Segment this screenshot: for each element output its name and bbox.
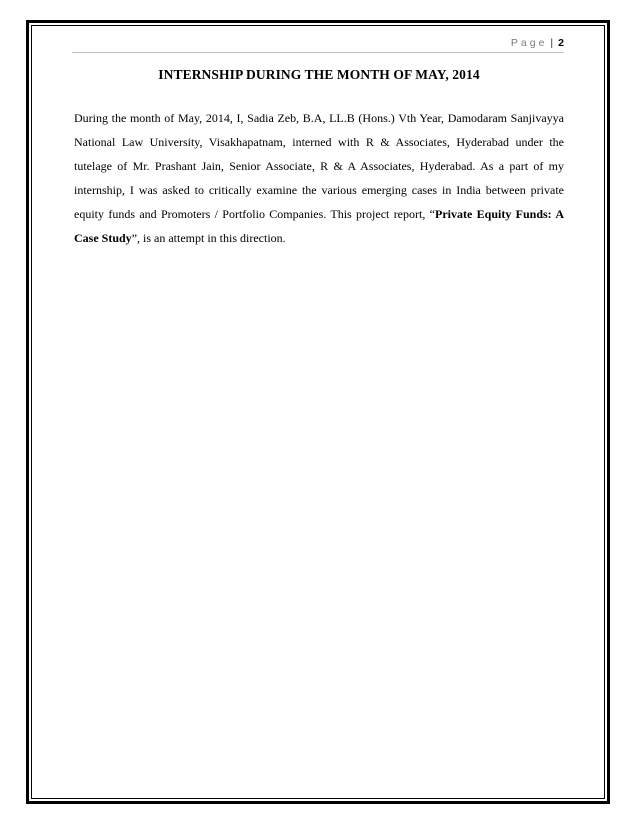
paragraph-text-end: ”, is an attempt in this direction. xyxy=(131,231,286,245)
paragraph-text-start: During the month of May, 2014, I, Sadia Zeb, B.A, LL.B (Hons.) Vth Year, Damodaram Sanjivayya National Law University, Visakhapatnam, interned with R & Associates, Hyderabad under the tutelage of Mr. Prashant Jain, Senior Associate, R & A Associates, Hyderabad. As a part of my internship, I was asked to critically examine the various emerging cases in India between private equity funds and Promoters / Portfolio Companies. This project report, “ xyxy=(74,111,564,221)
page-number: 2 xyxy=(558,37,564,49)
page-label: Page xyxy=(510,37,548,49)
report-title-bold: Private Equity Funds: A Case Study xyxy=(74,207,564,245)
document-title: INTERNSHIP DURING THE MONTH OF MAY, 2014 xyxy=(158,67,480,82)
header-rule xyxy=(72,52,564,53)
header-separator: | xyxy=(550,37,554,49)
body-paragraph xyxy=(74,106,564,250)
page-header xyxy=(511,37,564,49)
